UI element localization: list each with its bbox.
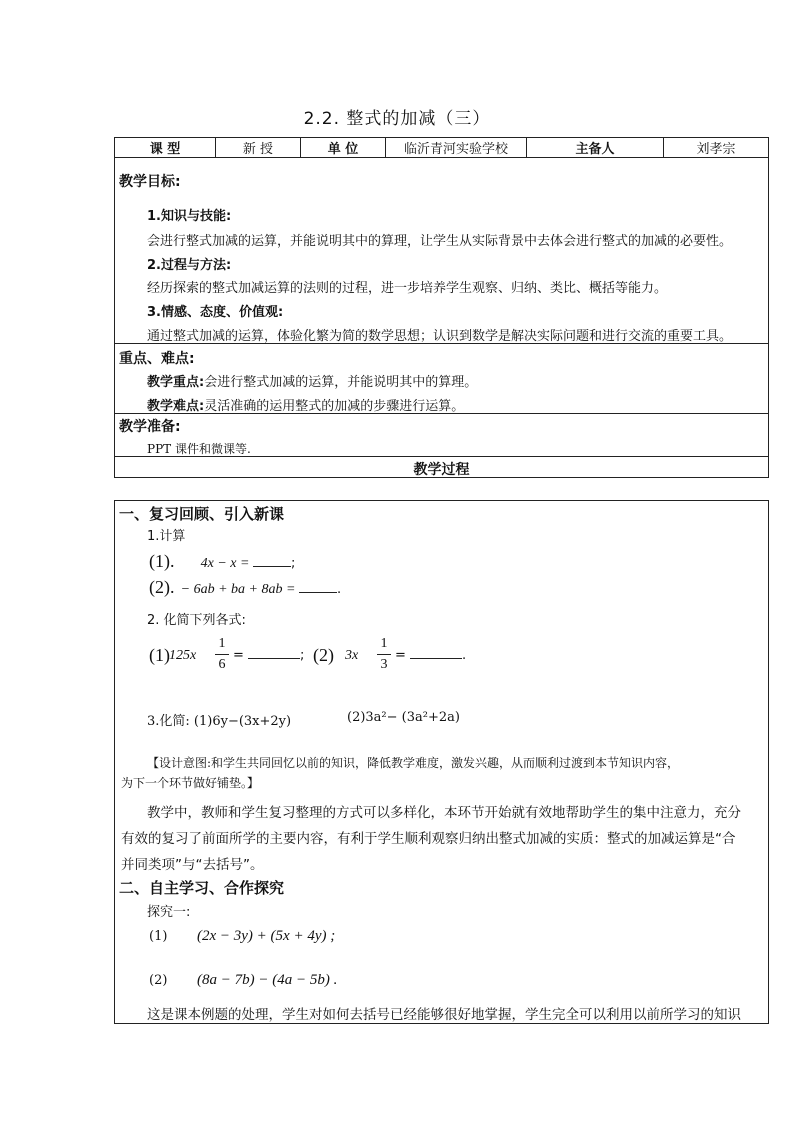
- fraction-bar: [215, 654, 229, 655]
- explore-label: 探究一:: [147, 905, 191, 920]
- answer-blank: [248, 658, 300, 659]
- difficulty-line: [147, 395, 464, 414]
- q1-1-expression: 4x − x =: [200, 556, 253, 571]
- difficulty-label: 教学难点:: [147, 399, 205, 414]
- divider: [115, 413, 768, 414]
- q1-2-line: [149, 577, 341, 598]
- question1-label: 1.计算: [147, 529, 186, 544]
- section2-heading: 二、自主学习、合作探究: [119, 879, 285, 897]
- q1-1-number: (1).: [149, 551, 175, 571]
- process-method-heading: 2.过程与方法:: [147, 258, 232, 273]
- key-point-text: 会进行整式加减的运算，并能说明其中的算理。: [204, 375, 478, 390]
- numerator: 1: [380, 636, 388, 651]
- knowledge-heading: 1.知识与技能:: [147, 209, 232, 224]
- q2-2-end: .: [462, 648, 467, 663]
- objectives-box: [114, 157, 769, 478]
- knowledge-text: 会进行整式加减的运算，并能说明其中的算理，让学生从实际背景中去体会进行整式的加减的必要性。: [147, 234, 733, 249]
- section1-heading: 一、复习回顾、引入新课: [119, 505, 285, 523]
- q2-2-number: (2): [313, 645, 334, 665]
- emotion-heading: 3.情感、态度、价值观:: [147, 305, 284, 320]
- type-value: 新 授: [216, 138, 301, 158]
- preparation-text: PPT 课件和微课等.: [147, 442, 251, 456]
- q2-1-left: 125x: [169, 648, 197, 663]
- paragraph-1: 教学中，教师和学生复习整理的方式可以多样化，本环节开始就有效地帮助学生的集中注意力，充分: [147, 805, 741, 821]
- difficulty-text: 灵活准确的运用整式的加减的步骤进行运算。: [204, 399, 465, 414]
- objectives-heading: 教学目标:: [119, 174, 181, 190]
- info-row: [115, 138, 769, 158]
- q2-2-left: 3x: [345, 648, 359, 663]
- q1-2-number: (2).: [149, 577, 175, 597]
- q1-2-end: .: [336, 582, 342, 597]
- key-point-line: [147, 371, 477, 390]
- q2-1-number: (1): [149, 645, 170, 665]
- explore1-number: (1): [149, 929, 168, 944]
- design-note: 【设计意图:和学生共同回忆以前的知识，降低教学难度，激发兴趣，从而顺利过渡到本节知识内容，: [147, 756, 680, 770]
- info-table: [114, 137, 769, 158]
- denominator: 3: [380, 657, 388, 672]
- divider: [115, 343, 768, 344]
- q2-1-fraction: [215, 636, 229, 673]
- divider: [115, 456, 768, 457]
- unit-label: 单 位: [301, 138, 386, 158]
- numerator: 1: [218, 636, 226, 651]
- question3-a: 3.化简: (1)6y−(3x+2y): [147, 714, 292, 729]
- equals-sign: =: [233, 648, 244, 663]
- key-point-label: 教学重点:: [147, 375, 205, 390]
- emotion-text: 通过整式加减的运算，体验化繁为简的数学思想；认识到数学是解决实际问题和进行交流的重要工具。: [147, 329, 733, 344]
- q2-2-fraction: [377, 636, 391, 673]
- answer-blank: [410, 658, 462, 659]
- q2-1-end: ;: [300, 648, 305, 663]
- process-heading: 教学过程: [413, 462, 470, 478]
- unit-value: 临沂青河实验学校: [386, 138, 527, 158]
- question3-b: (2)3a²− (3a²+2a): [347, 710, 460, 725]
- preparer-label: 主备人: [527, 138, 664, 158]
- keypoints-heading: 重点、难点:: [119, 351, 195, 367]
- explore2-number: (2): [149, 973, 168, 988]
- explore1-expression: (2x − 3y) + (5x + 4y) ;: [197, 928, 336, 944]
- explore-paragraph: 这是课本例题的处理，学生对如何去括号已经能够很好地掌握，学生完全可以利用以前所学习的知识: [147, 1007, 741, 1023]
- q1-1-end: ;: [290, 556, 296, 571]
- process-method-text: 经历探索的整式加减运算的法则的过程，进一步培养学生观察、归纳、类比、概括等能力。: [147, 281, 668, 296]
- explore2-expression: (8a − 7b) − (4a − 5b) .: [197, 972, 338, 988]
- equals-sign: =: [395, 648, 406, 663]
- q1-2-expression: − 6ab + ba + 8ab =: [180, 582, 299, 597]
- q2-1-answer: [233, 648, 304, 663]
- design-note-cont: 为下一个环节做好铺垫。】: [121, 776, 260, 790]
- fraction-bar: [377, 654, 391, 655]
- denominator: 6: [218, 657, 226, 672]
- type-label: 课 型: [115, 138, 216, 158]
- q2-2-answer: [395, 648, 466, 663]
- preparation-heading: 教学准备:: [119, 419, 181, 435]
- paragraph-3: 并同类项”与“去括号”。: [121, 857, 264, 873]
- page-title: 2.2. 整式的加减（三）: [303, 109, 491, 129]
- answer-blank: [299, 592, 337, 593]
- question2-label: 2. 化简下列各式:: [147, 613, 246, 628]
- answer-blank: [253, 566, 291, 567]
- q1-1-line: [149, 551, 295, 572]
- paragraph-2: 有效的复习了前面所学的主要内容，有利于学生顺利观察归纳出整式加减的实质：整式的加减运算是“合: [121, 831, 736, 847]
- lesson-process-box: [114, 500, 769, 1024]
- preparer-value: 刘孝宗: [664, 138, 769, 158]
